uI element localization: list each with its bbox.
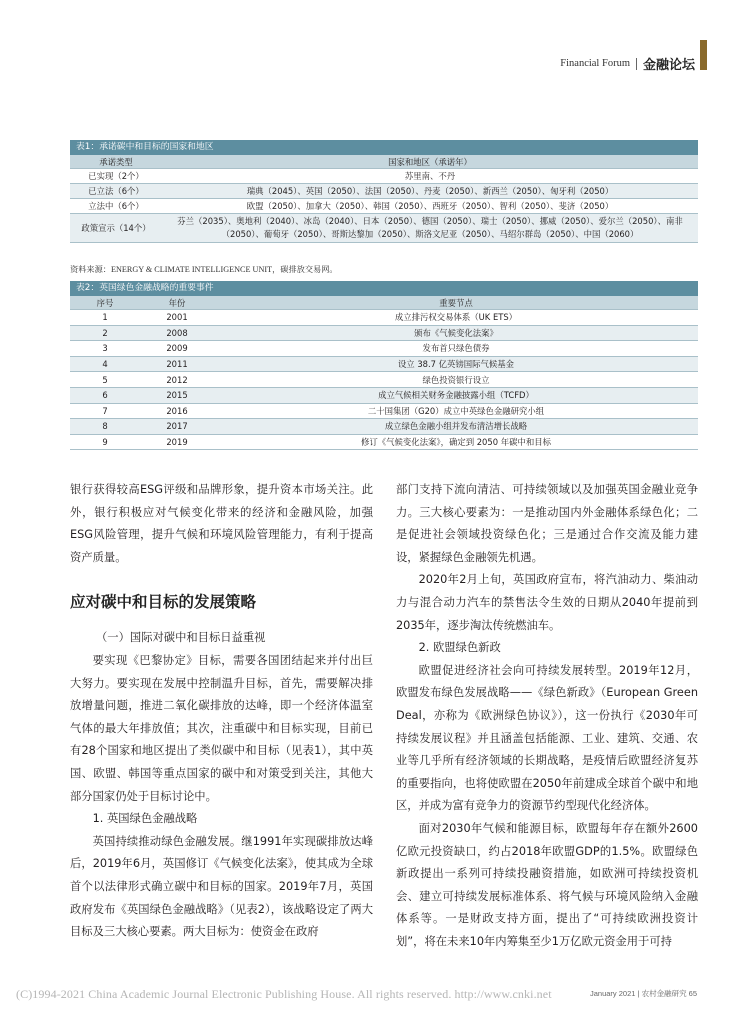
table-2 <box>70 281 698 450</box>
header-chinese-title: 金融论坛 <box>642 58 695 73</box>
table-2-header-event: 重要节点 <box>214 296 698 310</box>
table-cell: 欧盟（2050）、加拿大（2050）、韩国（2050）、西班牙（2050）、智利（2050）、斐济（2050） <box>162 199 698 214</box>
table-row <box>70 372 698 388</box>
table-cell: 2012 <box>140 372 214 388</box>
table-2-header-index: 序号 <box>70 296 140 310</box>
paragraph: 面对2030年气候和能源目标，欧盟每年存在额外2600亿欧元投资缺口，约占2018年欧盟GDP的1.5%。欧盟绿色新政提出一系列可持续投融资措施，如欧洲可持续投资机会、建立可持续发展标准体系、将气候与环境风险纳入金融体系等。一是财政支持方面，提出了“可持续欧洲投资计划”，将在未来10年内筹集至少1万亿欧元资金用于可持 <box>396 821 698 948</box>
table-cell: 5 <box>70 372 140 388</box>
paragraph: 欧盟促进经济社会向可持续发展转型。2019年12月，欧盟发布绿色发展战略——《绿色新政》（European Green Deal，亦称为《欧洲绿色协议》），这一份执行《2030年可持续发展议程》并且涵盖包括能源、工业、建筑、交通、农业等几乎所有经济领域的长期战略，是疫情后欧盟经济复苏的重要指向，也将使欧盟在2050年前建成全球首个碳中和地区，并成为富有竞争力的资源节约型现代化经济体。 <box>396 663 698 813</box>
left-column <box>70 479 373 944</box>
table-row <box>70 356 698 372</box>
table-cell: 6 <box>70 387 140 403</box>
table-cell: 2015 <box>140 387 214 403</box>
table-cell: 8 <box>70 419 140 435</box>
table-cell: 2016 <box>140 403 214 419</box>
table-cell: 7 <box>70 403 140 419</box>
table-cell: 1 <box>70 310 140 326</box>
table-1-header-type: 承诺类型 <box>70 155 162 169</box>
table-cell: 9 <box>70 434 140 450</box>
paragraph: 2020年2月上旬，英国政府宣布，将汽油动力、柴油动力与混合动力汽车的禁售法令生效的日期从2040年提前到2035年，逐步淘汰传统燃油车。 <box>396 573 698 632</box>
table-cell: 绿色投资银行设立 <box>214 372 698 388</box>
table-row <box>70 419 698 435</box>
table-cell: 发布首只绿色债券 <box>214 341 698 357</box>
table-row <box>70 310 698 326</box>
section-heading: 应对碳中和目标的发展策略 <box>70 593 257 612</box>
table-cell: 颁布《气候变化法案》 <box>214 325 698 341</box>
paragraph: 要实现《巴黎协定》目标，需要各国团结起来并付出巨大努力。要实现在发展中控制温升目标，首先，需要解决排放增量问题，推进二氧化碳排放的达峰，即一个经济体温室气体的最大年排放值；其次，注重碳中和目标实现，目前已有28个国家和地区提出了类似碳中和目标（见表1），其中英国、欧盟、韩国等重点国家的碳中和对策受到关注，其他大部分国家仍处于目标讨论中。 <box>70 653 373 803</box>
table-1 <box>70 140 698 243</box>
running-header <box>560 54 695 73</box>
right-column <box>396 479 698 953</box>
paragraph: 英国持续推动绿色金融发展。继1991年实现碳排放达峰后，2019年6月，英国修订《气候变化法案》，使其成为全球首个以法律形式确立碳中和目标的国家。2019年7月，英国政府发布《英国绿色金融战略》（见表2），该战略设定了两大目标及三大核心要素。两大目标为：使资金在政府 <box>70 834 373 939</box>
table-cell: 成立气候相关财务金融披露小组（TCFD） <box>214 387 698 403</box>
sub-heading: 1. 英国绿色金融战略 <box>92 812 198 826</box>
table-2-title: 表2：英国绿色金融战略的重要事件 <box>70 281 698 296</box>
table-row <box>70 199 698 214</box>
paragraph: 部门支持下流向清洁、可持续领域以及加强英国金融业竞争力。三大核心要素为：一是推动国内外金融体系绿色化；二是促进社会领域投资绿色化；三是通过合作交流及能力建设，紧握绿色金融领先机遇。 <box>396 483 698 564</box>
table-cell: 二十国集团（G20）成立中英绿色金融研究小组 <box>214 403 698 419</box>
table-row <box>70 325 698 341</box>
page-number: January 2021 | 农村金融研究 65 <box>590 989 697 998</box>
table-row <box>70 184 698 199</box>
header-separator <box>636 58 637 70</box>
table-cell: 芬兰（2035）、奥地利（2040）、冰岛（2040）、日本（2050）、德国（2050）、瑞士（2050）、挪威（2050）、爱尔兰（2050）、南非（2050）、葡萄牙（2050）、哥斯达黎加（2050）、斯洛文尼亚（2050）、马绍尔群岛（2050）、中国（2060） <box>162 214 698 243</box>
table-cell: 4 <box>70 356 140 372</box>
table-row <box>70 387 698 403</box>
table-cell: 2009 <box>140 341 214 357</box>
table-cell: 瑞典（2045）、英国（2050）、法国（2050）、丹麦（2050）、新西兰（2050）、匈牙利（2050） <box>162 184 698 199</box>
table-cell: 2008 <box>140 325 214 341</box>
table-cell: 3 <box>70 341 140 357</box>
table-row <box>70 169 698 184</box>
table-cell: 2019 <box>140 434 214 450</box>
table-cell: 2017 <box>140 419 214 435</box>
table-cell: 立法中（6个） <box>70 199 162 214</box>
subsection-heading: （一）国际对碳中和目标日益重视 <box>96 631 266 645</box>
table-1-header-content: 国家和地区（承诺年） <box>162 155 698 169</box>
header-english-title: Financial Forum <box>560 58 630 69</box>
table-cell: 政策宣示（14个） <box>70 214 162 243</box>
table-1-source-note: 资料来源：ENERGY & CLIMATE INTELLIGENCE UNIT，碳排放交易网。 <box>70 265 338 274</box>
table-2-header-year: 年份 <box>140 296 214 310</box>
table-cell: 已立法（6个） <box>70 184 162 199</box>
table-cell: 成立绿色金融小组并发布清洁增长战略 <box>214 419 698 435</box>
sub-heading: 2. 欧盟绿色新政 <box>418 641 501 655</box>
table-cell: 2001 <box>140 310 214 326</box>
table-1-title: 表1：承诺碳中和目标的国家和地区 <box>70 140 698 155</box>
paragraph: 银行获得较高ESG评级和品牌形象，提升资本市场关注。此外，银行积极应对气候变化带来的经济和金融风险，加强ESG风险管理，提升气候和环境风险管理能力，有利于提高资产质量。 <box>70 483 373 564</box>
table-row <box>70 434 698 450</box>
table-cell: 成立排污权交易体系（UK ETS） <box>214 310 698 326</box>
header-accent-bar <box>700 40 707 70</box>
table-cell: 2011 <box>140 356 214 372</box>
table-cell: 已实现（2个） <box>70 169 162 184</box>
table-cell: 2 <box>70 325 140 341</box>
table-cell: 苏里南、不丹 <box>162 169 698 184</box>
table-cell: 修订《气候变化法案》，确定到 2050 年碳中和目标 <box>214 434 698 450</box>
copyright-watermark: (C)1994-2021 China Academic Journal Electronic Publishing House. All rights reserved. http://www.cnki.net <box>16 987 552 1001</box>
table-cell: 设立 38.7 亿英镑国际气候基金 <box>214 356 698 372</box>
table-row <box>70 341 698 357</box>
table-row <box>70 403 698 419</box>
table-row <box>70 214 698 243</box>
